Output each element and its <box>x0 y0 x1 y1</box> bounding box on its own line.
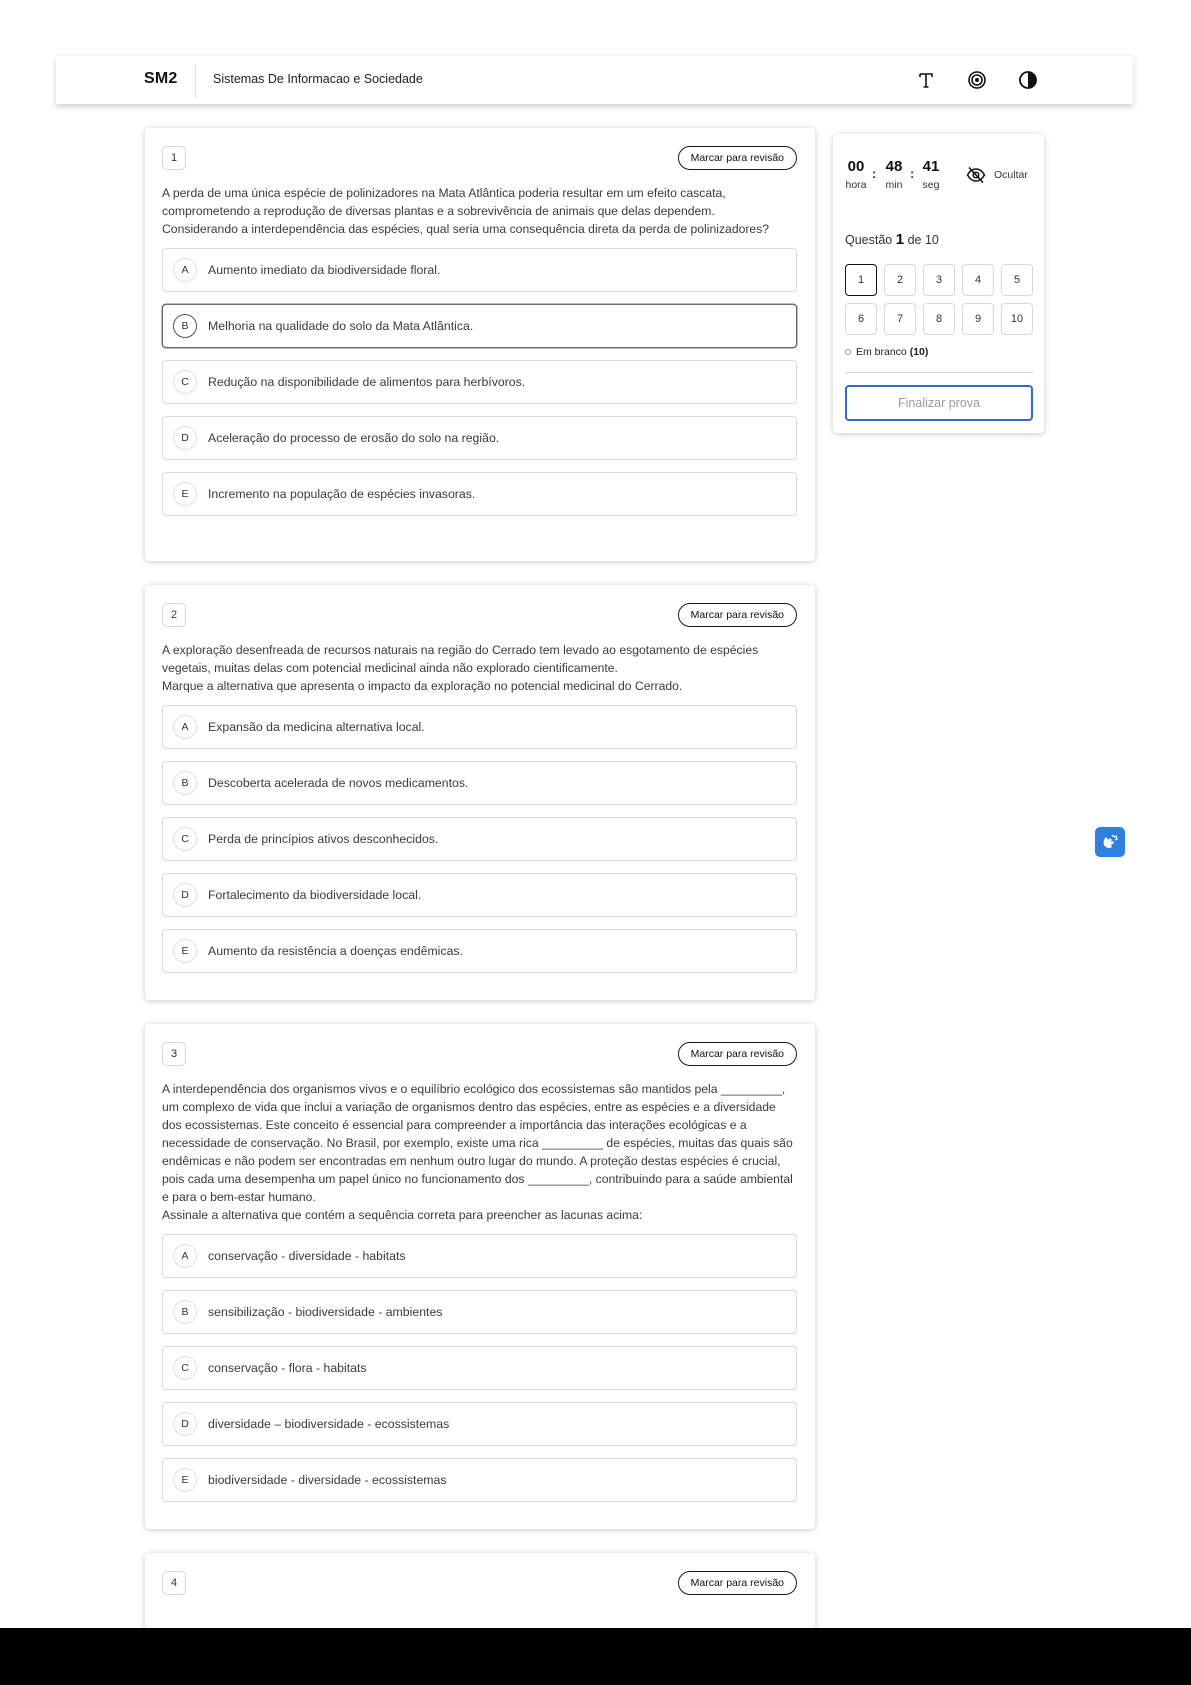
question-card-2 <box>145 585 815 1000</box>
option-letter: A <box>173 715 197 739</box>
timer-separator: : <box>872 166 877 181</box>
option-c[interactable] <box>162 1346 797 1390</box>
options-list <box>162 1234 797 1502</box>
hide-timer-label: Ocultar <box>994 169 1028 181</box>
question-number: 4 <box>162 1571 186 1595</box>
question-counter-suffix: de 10 <box>907 233 939 247</box>
question-nav-8[interactable]: 8 <box>923 303 955 335</box>
option-c[interactable] <box>162 360 797 404</box>
question-counter-current: 1 <box>895 231 905 248</box>
question-nav-9[interactable]: 9 <box>962 303 994 335</box>
hide-timer-button[interactable] <box>966 166 1028 184</box>
option-b[interactable] <box>162 304 797 348</box>
mark-for-review-button[interactable]: Marcar para revisão <box>678 1042 797 1066</box>
question-nav-10[interactable]: 10 <box>1001 303 1033 335</box>
options-list <box>162 248 797 516</box>
course-title: Sistemas De Informacao e Sociedade <box>213 72 423 86</box>
blank-status <box>845 346 928 358</box>
contrast-icon[interactable] <box>1015 67 1041 93</box>
option-text: conservação - flora - habitats <box>208 1361 367 1375</box>
font-size-icon[interactable] <box>913 67 939 93</box>
target-icon[interactable] <box>964 67 990 93</box>
option-a[interactable] <box>162 248 797 292</box>
brand-logo[interactable]: SM2 <box>144 70 178 87</box>
option-d[interactable] <box>162 873 797 917</box>
top-header <box>56 55 1133 104</box>
question-text: A exploração desenfreada de recursos naturais na região do Cerrado tem levado ao esgotamento de espécies vegetais, muitas delas com potencial medicinal ainda não explorado cientificamente. Marque a alternativa que apresenta o impacto da exploração no potencial medicinal do Cerrado. <box>162 643 759 693</box>
question-nav-2[interactable]: 2 <box>884 264 916 296</box>
header-divider <box>195 64 196 98</box>
hands-icon <box>1100 832 1120 852</box>
timer-minutes-value: 48 <box>885 158 903 175</box>
option-b[interactable] <box>162 761 797 805</box>
exam-sidebar <box>833 134 1044 433</box>
option-text: conservação - diversidade - habitats <box>208 1249 406 1263</box>
mark-for-review-button[interactable]: Marcar para revisão <box>678 1571 797 1595</box>
blank-dot-icon <box>845 349 851 355</box>
option-letter: D <box>173 426 197 450</box>
option-a[interactable] <box>162 1234 797 1278</box>
option-d[interactable] <box>162 1402 797 1446</box>
question-text: A perda de uma única espécie de polinizadores na Mata Atlântica poderia resultar em um efeito cascata, comprometendo a reprodução de diversas plantas e a sobrevivência de animais que delas dependem. Considerando a interdependência das espécies, qual seria uma consequência direta da perda de polinizadores? <box>162 186 770 236</box>
option-text: Aceleração do processo de erosão do solo na região. <box>208 431 500 445</box>
timer-seconds <box>920 158 942 191</box>
question-nav-6[interactable]: 6 <box>845 303 877 335</box>
sidebar-divider <box>845 372 1033 373</box>
option-text: sensibilização - biodiversidade - ambientes <box>208 1305 443 1319</box>
option-letter: E <box>173 939 197 963</box>
option-text: Redução na disponibilidade de alimentos para herbívoros. <box>208 375 526 389</box>
blank-count: (10) <box>909 346 929 358</box>
question-nav-3[interactable]: 3 <box>923 264 955 296</box>
timer-hours <box>845 158 867 191</box>
option-e[interactable] <box>162 1458 797 1502</box>
timer-hours-label: hora <box>845 179 867 191</box>
question-nav-7[interactable]: 7 <box>884 303 916 335</box>
option-letter: E <box>173 1468 197 1492</box>
option-e[interactable] <box>162 472 797 516</box>
option-text: Perda de princípios ativos desconhecidos. <box>208 832 439 846</box>
option-text: Fortalecimento da biodiversidade local. <box>208 888 422 902</box>
question-counter <box>845 231 939 248</box>
timer-minutes <box>882 158 906 191</box>
question-text: A interdependência dos organismos vivos e o equilíbrio ecológico dos ecossistemas são mantidos pela _________, um complexo de vida que inclui a variação de organismos dentro das espécies, entre as espécies e a diversidade dos ecossistemas. Este conceito é essencial para compreender a importância das interações ecológicas e a necessidade de conservação. No Brasil, por exemplo, existe uma rica _________ de espécies, muitas das quais são endêmicas e não podem ser encontradas em nenhum outro lugar do mundo. A proteção destas espécies é crucial, pois cada uma desempenha um papel único no funcionamento dos _________, contribuindo para a saúde ambiental e para o bem-estar humano. Assinale a alternativa que contém a sequência correta para preencher as lacunas acima: <box>162 1082 793 1222</box>
timer-seconds-label: seg <box>922 179 940 191</box>
option-letter: C <box>173 827 197 851</box>
question-card-3 <box>145 1024 815 1529</box>
options-list <box>162 705 797 973</box>
bottom-bar <box>0 1628 1191 1685</box>
question-number: 1 <box>162 146 186 170</box>
option-letter: D <box>173 883 197 907</box>
question-navigator <box>845 264 1035 335</box>
question-counter-prefix: Questão <box>845 233 893 247</box>
timer-minutes-label: min <box>885 179 903 191</box>
timer-seconds-value: 41 <box>922 158 940 175</box>
mark-for-review-button[interactable]: Marcar para revisão <box>678 603 797 627</box>
timer-separator: : <box>910 166 915 181</box>
timer-hours-value: 00 <box>847 158 865 175</box>
option-text: Melhoria na qualidade do solo da Mata Atlântica. <box>208 319 474 333</box>
option-text: Aumento imediato da biodiversidade floral. <box>208 263 441 277</box>
option-text: diversidade – biodiversidade - ecossistemas <box>208 1417 450 1431</box>
option-c[interactable] <box>162 817 797 861</box>
question-nav-1[interactable]: 1 <box>845 264 877 296</box>
option-d[interactable] <box>162 416 797 460</box>
option-text: biodiversidade - diversidade - ecossistemas <box>208 1473 447 1487</box>
finish-exam-button[interactable]: Finalizar prova <box>845 385 1033 421</box>
option-text: Incremento na população de espécies invasoras. <box>208 487 476 501</box>
question-number: 2 <box>162 603 186 627</box>
eye-off-icon <box>966 166 986 184</box>
question-card-1 <box>145 128 815 561</box>
option-letter: C <box>173 370 197 394</box>
option-letter: B <box>173 771 197 795</box>
option-b[interactable] <box>162 1290 797 1334</box>
question-nav-4[interactable]: 4 <box>962 264 994 296</box>
question-card-4 <box>145 1553 815 1628</box>
option-text: Descoberta acelerada de novos medicamentos. <box>208 776 469 790</box>
option-letter: B <box>173 1300 197 1324</box>
question-number: 3 <box>162 1042 186 1066</box>
option-text: Expansão da medicina alternativa local. <box>208 720 425 734</box>
option-letter: C <box>173 1356 197 1380</box>
option-letter: E <box>173 482 197 506</box>
mark-for-review-button[interactable]: Marcar para revisão <box>678 146 797 170</box>
option-letter: D <box>173 1412 197 1436</box>
blank-label: Em branco <box>856 346 907 358</box>
option-letter: A <box>173 1244 197 1268</box>
option-letter: B <box>173 314 197 338</box>
option-letter: A <box>173 258 197 282</box>
question-nav-5[interactable]: 5 <box>1001 264 1033 296</box>
option-text: Aumento da resistência a doenças endêmicas. <box>208 944 463 958</box>
option-e[interactable] <box>162 929 797 973</box>
sign-language-button[interactable] <box>1095 827 1125 857</box>
option-a[interactable] <box>162 705 797 749</box>
